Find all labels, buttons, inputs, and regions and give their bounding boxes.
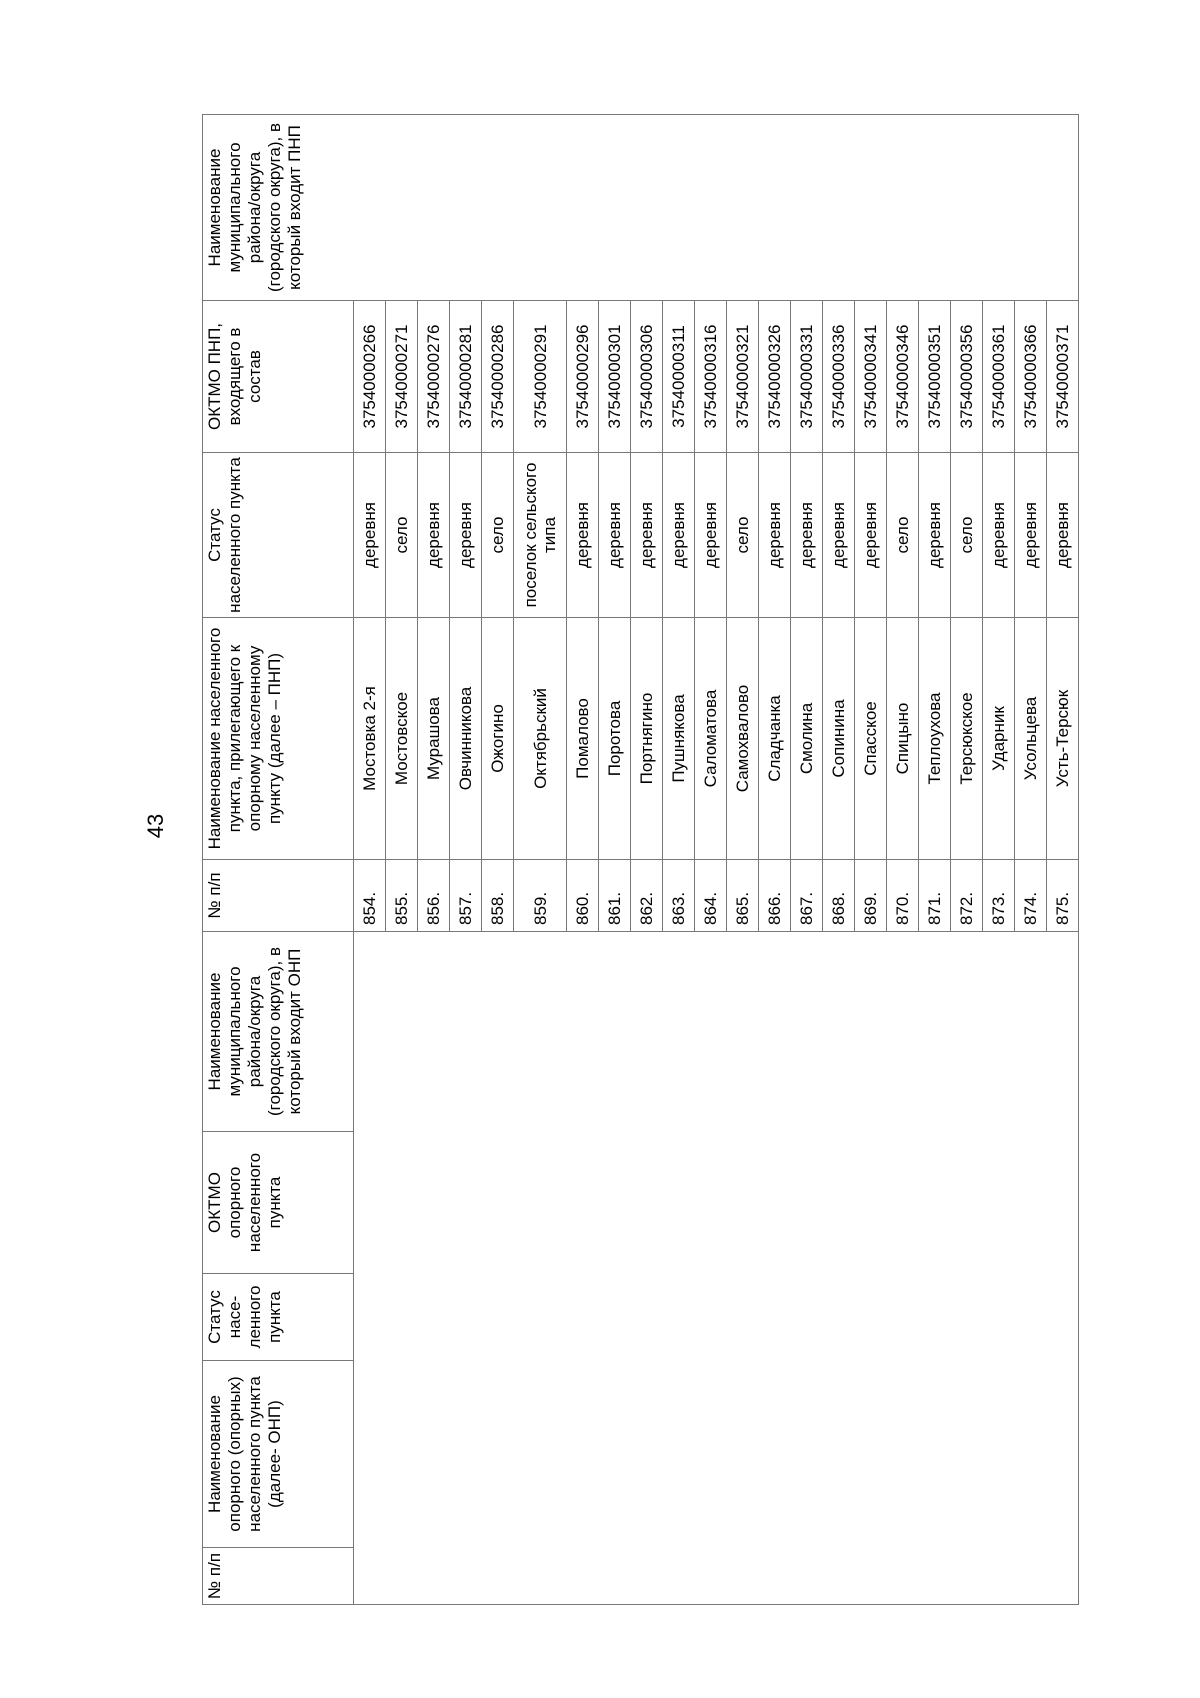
row-oktmo-code: 37540000276	[418, 301, 450, 453]
row-settlement-name: Мостовка 2-я	[354, 618, 386, 860]
row-number: 854.	[354, 860, 386, 932]
row-settlement-status: деревня	[823, 453, 855, 618]
row-settlement-status: деревня	[450, 453, 482, 618]
header-pnp-name: Наименование населенного пункта, прилегающего к опорному населенному пункту (далее – ПНП)	[203, 618, 354, 860]
header-onp-name: Наименование опорного (опорных) населенного пункта (далее- ОНП)	[203, 1361, 354, 1548]
table-header-row	[203, 115, 354, 1605]
row-settlement-name: Спицыно	[887, 618, 919, 860]
row-settlement-status: село	[887, 453, 919, 618]
header-onp-oktmo: ОКТМО опорного населенного пункта	[203, 1132, 354, 1274]
row-settlement-name: Усть-Терсюк	[1047, 618, 1079, 860]
row-number: 867.	[791, 860, 823, 932]
row-settlement-name: Ожогино	[482, 618, 514, 860]
row-settlement-status: село	[951, 453, 983, 618]
pnp-district-empty-cell	[354, 115, 1079, 301]
header-onp-status: Статус насе- ленного пункта	[203, 1274, 354, 1361]
row-number: 856.	[418, 860, 450, 932]
row-settlement-status: деревня	[919, 453, 951, 618]
row-settlement-name: Теплоухова	[919, 618, 951, 860]
row-settlement-name: Терсюкское	[951, 618, 983, 860]
row-settlement-status: деревня	[1047, 453, 1079, 618]
header-pnp-number: № п/п	[203, 860, 354, 932]
row-settlement-name: Мостовское	[386, 618, 418, 860]
row-number: 872.	[951, 860, 983, 932]
row-oktmo-code: 37540000271	[386, 301, 418, 453]
row-settlement-status: деревня	[791, 453, 823, 618]
row-number: 858.	[482, 860, 514, 932]
row-number: 857.	[450, 860, 482, 932]
header-onp-number: № п/п	[203, 1548, 354, 1605]
row-settlement-name: Самохвалово	[727, 618, 759, 860]
row-settlement-status: деревня	[1015, 453, 1047, 618]
row-number: 866.	[759, 860, 791, 932]
row-oktmo-code: 37540000306	[631, 301, 663, 453]
row-settlement-status: село	[482, 453, 514, 618]
row-oktmo-code: 37540000361	[983, 301, 1015, 453]
row-oktmo-code: 37540000336	[823, 301, 855, 453]
row-settlement-status: деревня	[855, 453, 887, 618]
row-settlement-name: Усольцева	[1015, 618, 1047, 860]
row-settlement-status: деревня	[354, 453, 386, 618]
row-oktmo-code: 37540000366	[1015, 301, 1047, 453]
row-oktmo-code: 37540000346	[887, 301, 919, 453]
row-number: 868.	[823, 860, 855, 932]
row-oktmo-code: 37540000281	[450, 301, 482, 453]
row-settlement-name: Портнягино	[631, 618, 663, 860]
row-oktmo-code: 37540000331	[791, 301, 823, 453]
row-settlement-name: Сопинина	[823, 618, 855, 860]
row-number: 863.	[663, 860, 695, 932]
rotated-table-container	[202, 115, 1142, 1605]
table-row	[354, 115, 386, 1605]
row-settlement-status: деревня	[983, 453, 1015, 618]
header-pnp-oktmo: ОКТМО ПНП, входящего в состав	[203, 301, 354, 453]
row-settlement-name: Пушнякова	[663, 618, 695, 860]
row-settlement-status: деревня	[695, 453, 727, 618]
row-oktmo-code: 37540000356	[951, 301, 983, 453]
row-number: 855.	[386, 860, 418, 932]
row-settlement-status: поселок сельского типа	[514, 453, 567, 618]
header-pnp-district: Наименование муниципального района/округа (городского округа), в который входит ПНП	[203, 115, 354, 301]
row-number: 859.	[514, 860, 567, 932]
row-oktmo-code: 37540000291	[514, 301, 567, 453]
row-settlement-name: Поротова	[599, 618, 631, 860]
row-number: 861.	[599, 860, 631, 932]
row-number: 871.	[919, 860, 951, 932]
row-settlement-name: Овчинникова	[450, 618, 482, 860]
row-oktmo-code: 37540000266	[354, 301, 386, 453]
row-settlement-status: деревня	[759, 453, 791, 618]
row-settlement-name: Саломатова	[695, 618, 727, 860]
row-oktmo-code: 37540000321	[727, 301, 759, 453]
row-settlement-status: село	[386, 453, 418, 618]
row-settlement-name: Смолина	[791, 618, 823, 860]
row-number: 870.	[887, 860, 919, 932]
row-number: 869.	[855, 860, 887, 932]
row-oktmo-code: 37540000316	[695, 301, 727, 453]
row-oktmo-code: 37540000301	[599, 301, 631, 453]
row-settlement-status: деревня	[631, 453, 663, 618]
row-settlement-status: деревня	[663, 453, 695, 618]
onp-empty-cell	[354, 932, 1079, 1605]
row-settlement-name: Мурашова	[418, 618, 450, 860]
row-settlement-name: Ударник	[983, 618, 1015, 860]
row-settlement-status: деревня	[567, 453, 599, 618]
row-number: 860.	[567, 860, 599, 932]
header-pnp-status: Статус населенного пункта	[203, 453, 354, 618]
row-settlement-status: село	[727, 453, 759, 618]
row-oktmo-code: 37540000286	[482, 301, 514, 453]
row-oktmo-code: 37540000326	[759, 301, 791, 453]
row-number: 873.	[983, 860, 1015, 932]
row-oktmo-code: 37540000351	[919, 301, 951, 453]
row-settlement-name: Сладчанка	[759, 618, 791, 860]
page-number: 43	[143, 813, 168, 839]
row-number: 874.	[1015, 860, 1047, 932]
row-number: 875.	[1047, 860, 1079, 932]
row-settlement-status: деревня	[599, 453, 631, 618]
row-settlement-name: Помалово	[567, 618, 599, 860]
row-settlement-name: Спасское	[855, 618, 887, 860]
row-number: 865.	[727, 860, 759, 932]
row-oktmo-code: 37540000311	[663, 301, 695, 453]
row-settlement-status: деревня	[418, 453, 450, 618]
row-number: 862.	[631, 860, 663, 932]
row-oktmo-code: 37540000296	[567, 301, 599, 453]
row-oktmo-code: 37540000371	[1047, 301, 1079, 453]
row-oktmo-code: 37540000341	[855, 301, 887, 453]
header-onp-district: Наименование муниципального района/округа (городского округа), в который входит ОНП	[203, 932, 354, 1132]
row-settlement-name: Октябрьский	[514, 618, 567, 860]
row-number: 864.	[695, 860, 727, 932]
settlements-table	[202, 114, 1079, 1605]
